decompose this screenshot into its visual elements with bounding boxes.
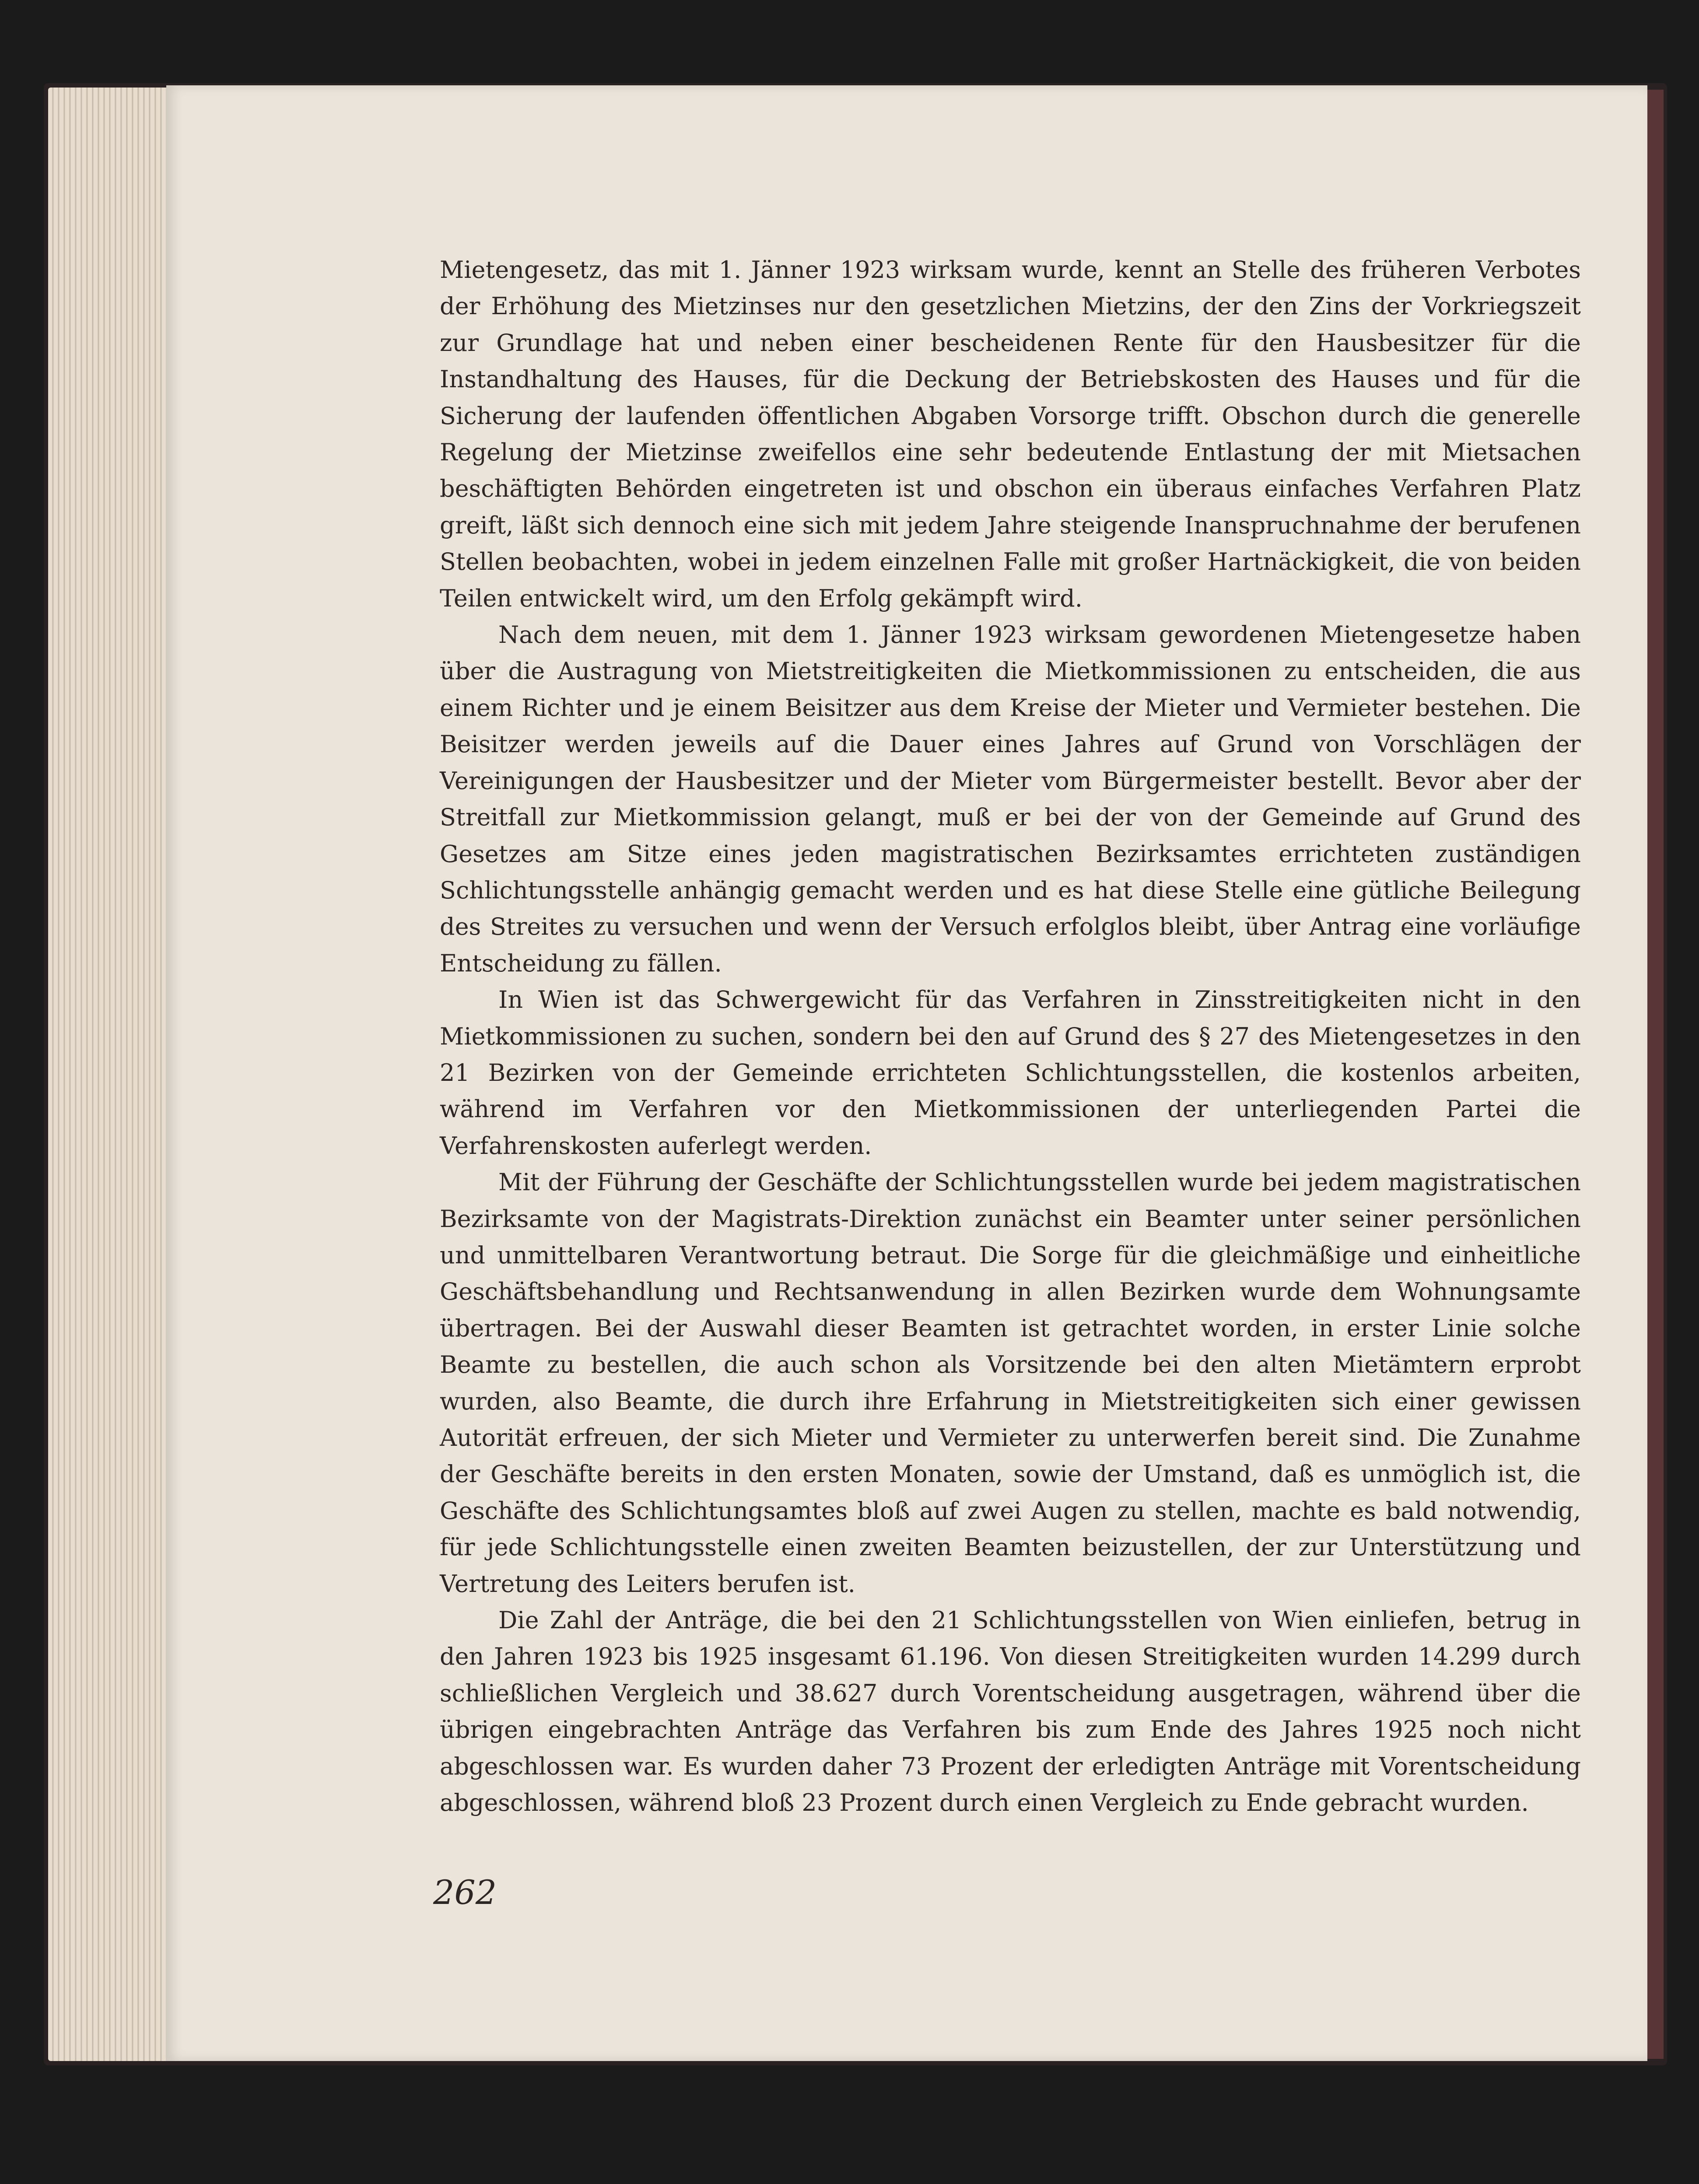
body-text bbox=[440, 252, 1581, 1818]
paragraph-3: In Wien ist das Schwergewicht für das Verfahren in Zinsstreitigkeiten nicht in den Mietkommissionen zu suchen, sondern bei den auf Grund des § 27 des Mietengesetzes in den 21 Bezirken von der Gemeinde errichteten Schlichtungsstellen, die kostenlos arbeiten, während im Verfahren vor den Mietkommissionen der unterliegenden Partei die Verfahrenskosten auferlegt werden. bbox=[440, 986, 1581, 1160]
page-edges bbox=[48, 88, 175, 2061]
paragraph-1: Mietengesetz, das mit 1. Jänner 1923 wirksam wurde, kennt an Stelle des früheren Verbotes der Erhöhung des Mietzinses nur den gesetzlichen Mietzins, der den Zins der Vorkriegszeit zur Grundlage hat und neben einer bescheidenen Rente für den Hausbesitzer für die Instandhaltung des Hauses, für die Deckung der Betriebskosten des Hauses und für die Sicherung der laufenden öffentlichen Abgaben Vorsorge trifft. Obschon durch die generelle Regelung der Mietzinse zweifellos eine sehr bedeutende Entlastung der mit Mietsachen beschäftigten Behörden eingetreten ist und obschon ein überaus einfaches Verfahren Platz greift, läßt sich dennoch eine sich mit jedem Jahre steigende Inanspruchnahme der berufenen Stellen beobachten, wobei in jedem einzelnen Falle mit großer Hartnäckigkeit, die von beiden Teilen entwickelt wird, um den Erfolg gekämpft wird. bbox=[440, 256, 1581, 612]
paragraph-2: Nach dem neuen, mit dem 1. Jänner 1923 wirksam gewordenen Mietengesetze haben über die Austragung von Mietstreitigkeiten die Mietkommissionen zu entscheiden, die aus einem Richter und je einem Beisitzer aus dem Kreise der Mieter und Vermieter bestehen. Die Beisitzer werden jeweils auf die Dauer eines Jahres auf Grund von Vorschlägen der Vereinigungen der Hausbesitzer und der Mieter vom Bürgermeister bestellt. Bevor aber der Streitfall zur Mietkommission gelangt, muß er bei der von der Gemeinde auf Grund des Gesetzes am Sitze eines jeden magistratischen Bezirksamtes errichteten zuständigen Schlichtungsstelle anhängig gemacht werden und es hat diese Stelle eine gütliche Beilegung des Streites zu versuchen und wenn der Versuch erfolglos bleibt, über Antrag eine vorläufige Entscheidung zu fällen. bbox=[440, 621, 1581, 977]
paragraph-5: Die Zahl der Anträge, die bei den 21 Schlichtungsstellen von Wien einliefen, betrug in den Jahren 1923 bis 1925 insgesamt 61.196. Von diesen Streitigkeiten wurden 14.299 durch schließlichen Vergleich und 38.627 durch Vorentscheidung ausgetragen, während über die übrigen eingebrachten Anträge das Verfahren bis zum Ende des Jahres 1925 noch nicht abgeschlossen war. Es wurden daher 73 Prozent der erledigten Anträge mit Vorentscheidung abgeschlossen, während bloß 23 Prozent durch einen Vergleich zu Ende gebracht wurden. bbox=[440, 1606, 1581, 1817]
page-number: 262 bbox=[433, 1873, 497, 1912]
book-spine-edge bbox=[1645, 90, 1664, 2059]
paragraph-4: Mit der Führung der Geschäfte der Schlichtungsstellen wurde bei jedem magistratischen Bezirksamte von der Magistrats-Direktion zunächst ein Beamter unter seiner persönlichen und unmittelbaren Verantwortung betraut. Die Sorge für die gleichmäßige und einheitliche Geschäftsbehandlung und Rechtsanwendung in allen Bezirken wurde dem Wohnungsamte übertragen. Bei der Auswahl dieser Beamten ist getrachtet worden, in erster Linie solche Beamte zu bestellen, die auch schon als Vorsitzende bei den alten Mietämtern erprobt wurden, also Beamte, die durch ihre Erfahrung in Mietstreitigkeiten sich einer gewissen Autorität erfreuen, der sich Mieter und Vermieter zu unterwerfen bereit sind. Die Zunahme der Geschäfte bereits in den ersten Monaten, sowie der Umstand, daß es unmöglich ist, die Geschäfte des Schlichtungsamtes bloß auf zwei Augen zu stellen, machte es bald notwendig, für jede Schlichtungsstelle einen zweiten Beamten beizustellen, der zur Unterstützung und Vertretung des Leiters berufen ist. bbox=[440, 1168, 1581, 1598]
